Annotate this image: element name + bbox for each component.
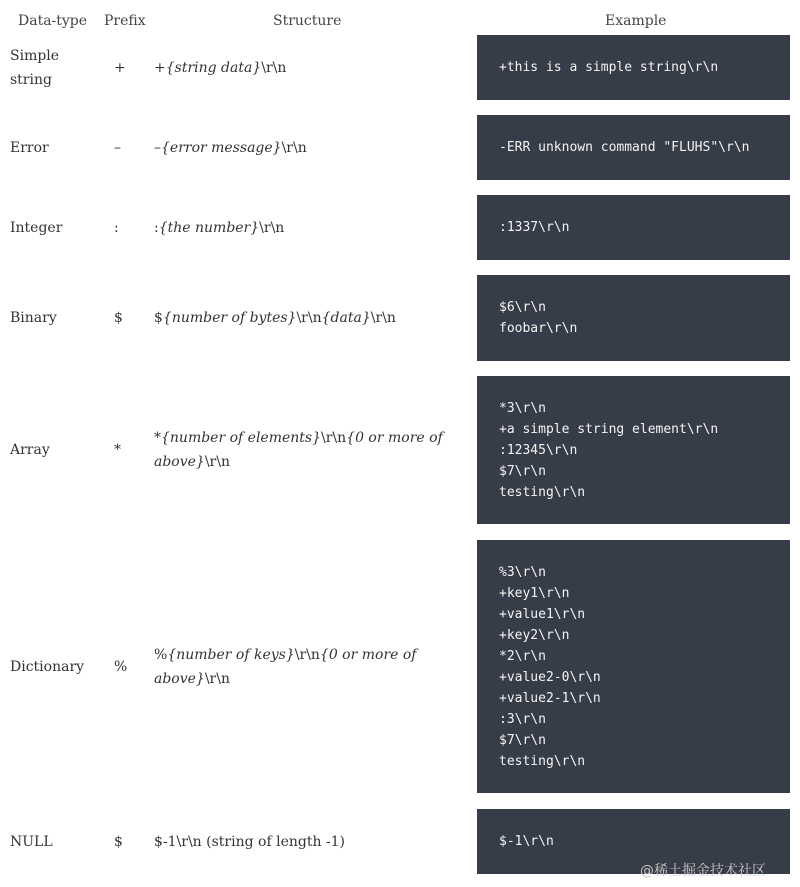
example-code-line: +value2-0\r\n — [499, 669, 601, 685]
example-code-block — [477, 275, 790, 361]
structure-segment: {error message} — [161, 139, 282, 156]
structure-segment: {number of bytes} — [162, 310, 297, 326]
structure-segment: \r\n — [370, 310, 396, 326]
example-code-block — [477, 195, 790, 260]
row-data-type — [10, 306, 100, 330]
structure-line — [154, 136, 444, 160]
structure-line — [154, 216, 444, 240]
structure-segment: {data} — [321, 310, 371, 326]
example-code-line: testing\r\n — [499, 753, 586, 769]
structure-segment: \r\n — [321, 430, 347, 446]
data-type-line: Simple — [10, 47, 60, 64]
example-code-block — [477, 35, 790, 100]
structure-segment: {number of keys} — [167, 646, 295, 663]
row-data-type — [10, 438, 100, 462]
structure-segment: + — [154, 59, 166, 76]
structure-segment: {0 or more of — [346, 430, 443, 446]
structure-line — [154, 830, 444, 854]
structure-segment: \r\n — [296, 310, 322, 326]
row-structure — [154, 56, 444, 80]
row-structure — [154, 643, 444, 691]
data-type-line: Dictionary — [10, 658, 85, 675]
row-prefix: : — [114, 219, 119, 236]
row-structure — [154, 136, 444, 160]
data-type-line: string — [10, 71, 52, 88]
example-code-block — [477, 376, 790, 524]
example-code-line: $7\r\n — [499, 732, 546, 748]
header-prefix: Prefix — [104, 13, 146, 29]
example-code-line: *3\r\n — [499, 400, 546, 416]
structure-line — [154, 306, 444, 330]
structure-segment: : — [154, 219, 159, 236]
row-structure — [154, 216, 444, 240]
structure-segment: \r\n — [204, 670, 230, 687]
row-prefix: – — [114, 139, 121, 156]
structure-segment: {number of elements} — [161, 430, 322, 446]
structure-segment: above} — [154, 454, 205, 470]
example-code-line: -ERR unknown command "FLUHS"\r\n — [499, 140, 750, 155]
structure-segment: above} — [154, 670, 205, 687]
structure-segment: % — [154, 646, 168, 663]
header-example: Example — [605, 13, 667, 29]
structure-segment: (string of length -1) — [201, 833, 346, 850]
row-data-type — [10, 830, 100, 854]
data-type-line: Array — [10, 442, 50, 458]
header-structure: Structure — [273, 13, 342, 29]
structure-line — [154, 450, 444, 474]
structure-segment: $ — [154, 310, 163, 326]
row-prefix: $ — [114, 310, 123, 326]
structure-segment: {0 or more of — [319, 646, 417, 663]
structure-line — [154, 643, 444, 667]
example-code-line: :3\r\n — [499, 711, 546, 727]
data-type-line: NULL — [10, 833, 53, 850]
example-code-line: %3\r\n — [499, 564, 546, 580]
example-code-line: +a simple string element\r\n — [499, 421, 719, 437]
row-prefix: % — [114, 658, 128, 675]
structure-segment: \r\n — [259, 219, 285, 236]
structure-segment: \r\n — [176, 833, 202, 850]
example-code-line: *2\r\n — [499, 648, 546, 664]
row-prefix: + — [114, 59, 126, 76]
data-type-line: Error — [10, 139, 49, 156]
example-code-line: +key1\r\n — [499, 585, 570, 601]
structure-segment: $-1 — [154, 833, 177, 850]
structure-segment: {the number} — [158, 219, 260, 236]
structure-line — [154, 667, 444, 691]
example-code-line: $6\r\n — [499, 300, 546, 315]
example-code-line: +this is a simple string\r\n — [499, 60, 719, 75]
data-type-line: Binary — [10, 310, 57, 326]
watermark: @稀土掘金技术社区 — [640, 863, 766, 879]
row-prefix: * — [114, 442, 121, 458]
row-structure — [154, 426, 444, 474]
example-code-line: +value1\r\n — [499, 606, 586, 622]
row-data-type — [10, 136, 100, 160]
example-code-line: foobar\r\n — [499, 321, 578, 336]
example-code-line: testing\r\n — [499, 484, 586, 500]
structure-segment: \r\n — [294, 646, 320, 663]
example-code-line: $-1\r\n — [499, 834, 554, 849]
structure-line — [154, 56, 444, 80]
structure-segment: {string data} — [165, 59, 262, 76]
example-code-line: +key2\r\n — [499, 627, 570, 643]
header-data-type: Data-type — [18, 13, 88, 29]
structure-segment: \r\n — [204, 454, 230, 470]
example-code-line: +value2-1\r\n — [499, 690, 601, 706]
example-code-line: :12345\r\n — [499, 442, 578, 458]
row-structure — [154, 830, 444, 854]
example-code-block — [477, 540, 790, 793]
example-code-line: :1337\r\n — [499, 220, 570, 235]
structure-segment: * — [154, 430, 161, 446]
row-data-type — [10, 216, 100, 240]
row-structure — [154, 306, 444, 330]
row-prefix: $ — [114, 833, 123, 850]
structure-segment: – — [154, 139, 161, 156]
data-type-line: Integer — [10, 219, 63, 236]
structure-segment: \r\n — [281, 139, 307, 156]
structure-line — [154, 426, 444, 450]
row-data-type — [10, 44, 100, 92]
row-data-type — [10, 655, 100, 679]
structure-segment: \r\n — [261, 59, 287, 76]
example-code-line: $7\r\n — [499, 463, 546, 479]
example-code-block — [477, 115, 790, 180]
